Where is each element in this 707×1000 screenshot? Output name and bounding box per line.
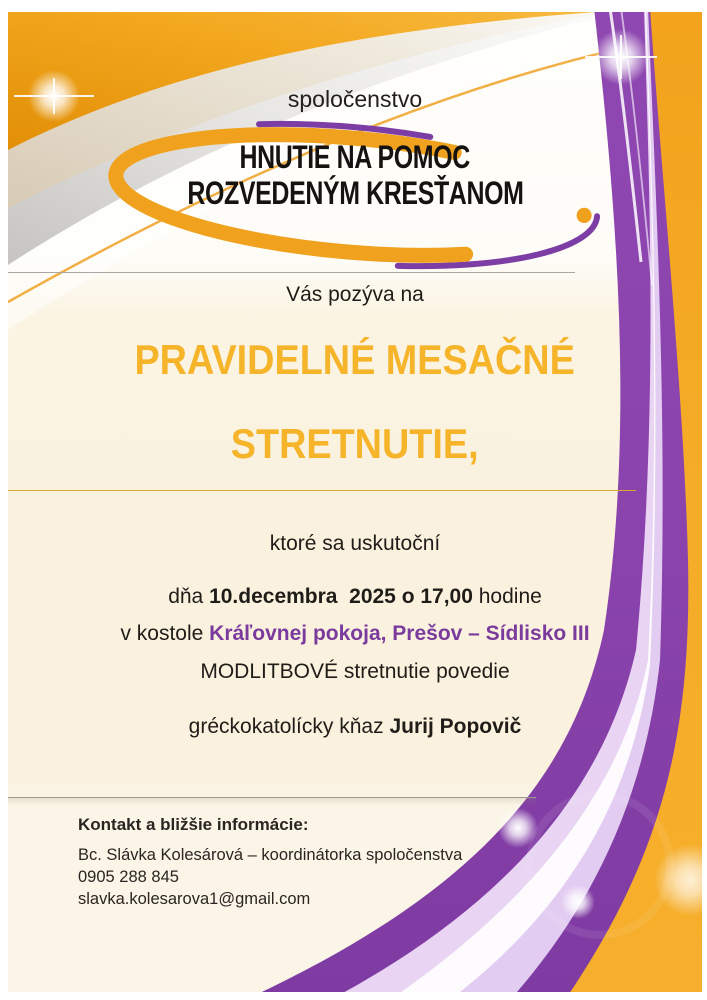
contact-email: slavka.kolesarova1@gmail.com [78, 890, 311, 908]
divider-line-middle [8, 490, 636, 491]
contact-phone: 0905 288 845 [78, 868, 179, 886]
date-suffix: hodine [472, 585, 542, 608]
page-margin-right [702, 0, 707, 1000]
contact-heading: Kontakt a bližšie informácie: [78, 815, 309, 834]
leader-line [5, 715, 705, 739]
page-margin-top [0, 0, 707, 12]
page-margin-bottom [0, 992, 707, 1000]
org-name-line1: HNUTIE NA POMOC [239, 139, 471, 175]
invitation-line: Vás pozýva na [286, 283, 424, 306]
org-name-line2: ROZVEDENÝM KRESŤANOM [186, 175, 524, 211]
location-line [5, 622, 705, 646]
sparkle-highlight [561, 885, 595, 919]
divider-shadow [8, 798, 536, 805]
contact-coordinator: Bc. Slávka Kolesárová – koordinátorka spoločenstva [78, 846, 463, 864]
occurs-line: ktoré sa uskutoční [269, 532, 441, 555]
headline-line2: STRETNUTIE, [231, 420, 479, 467]
headline-line1: PRAVIDELNÉ MESAČNÉ [134, 336, 576, 383]
community-label: spoločenstvo [287, 86, 423, 112]
date-line [5, 585, 705, 609]
meeting-type-line: MODLITBOVÉ stretnutie povedie [200, 660, 510, 683]
leader-prefix: gréckokatolícky kňaz [188, 715, 390, 738]
page-margin-left [0, 0, 8, 1000]
location-value: Kráľovnej pokoja, Prešov – Sídlisko III [209, 622, 590, 645]
location-prefix: v kostole [120, 622, 210, 645]
date-value: 10.decembra 2025 o 17,00 [209, 585, 473, 608]
leader-name: Jurij Popovič [389, 715, 522, 738]
date-prefix: dňa [168, 585, 210, 608]
divider-line-top [8, 272, 575, 273]
